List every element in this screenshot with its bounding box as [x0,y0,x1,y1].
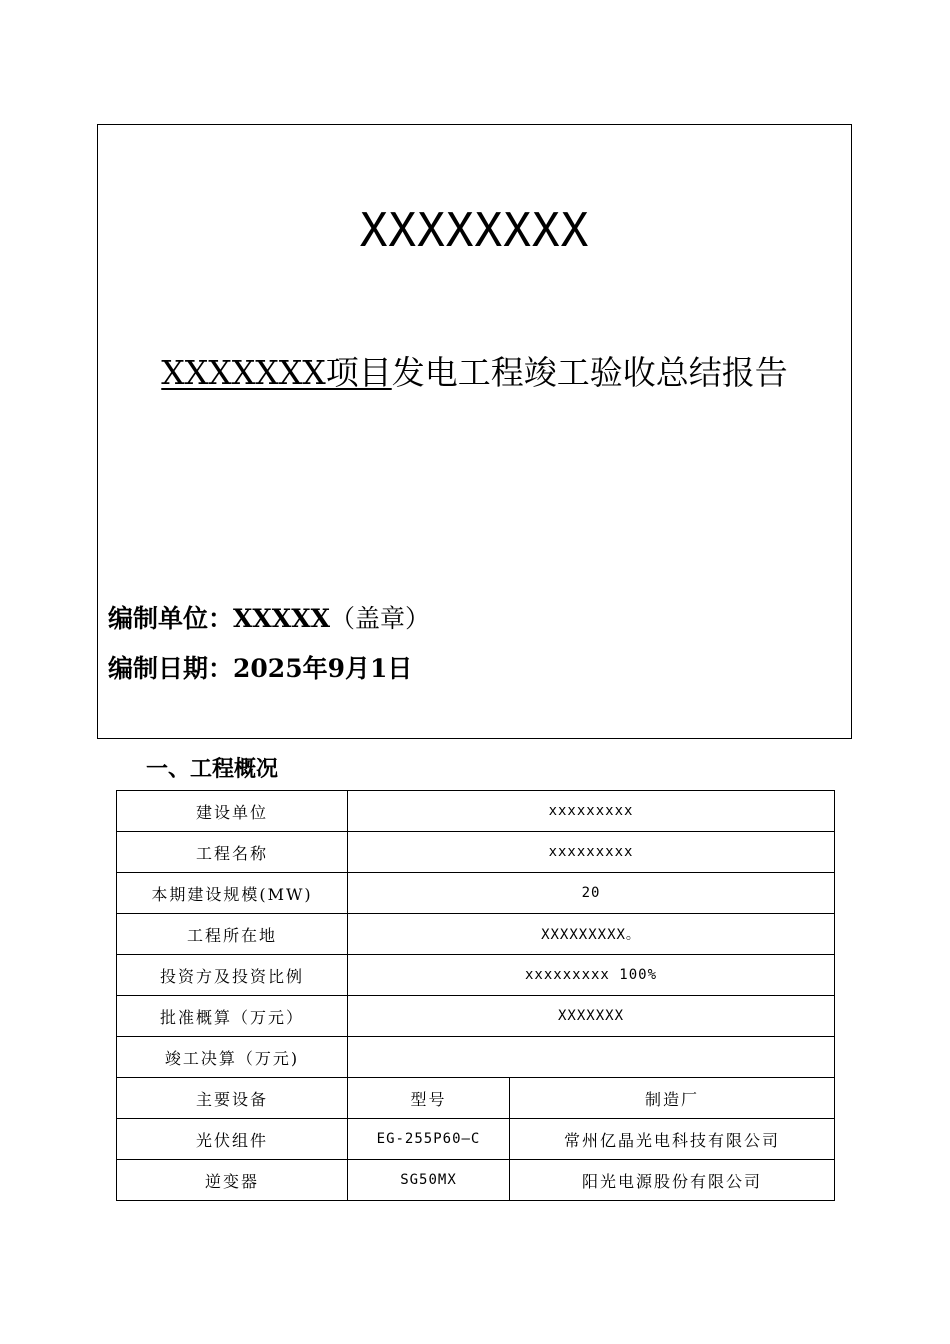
table-row [117,955,835,996]
equipment-model: SG50MX [348,1160,510,1201]
table-row [117,791,835,832]
table-row [117,832,835,873]
compiling-date-line [108,649,412,685]
compiling-unit-line [108,599,430,635]
seal-note: （盖章） [330,604,431,633]
row-value [348,1037,835,1078]
row-value: 20 [348,873,835,914]
equipment-name-header: 主要设备 [117,1078,348,1119]
row-value: XXXXXXXXX。 [348,914,835,955]
report-title-text: 发电工程竣工验收总结报告 [391,353,788,392]
equipment-maker: 常州亿晶光电科技有限公司 [510,1119,835,1160]
report-title [98,347,851,394]
table-row [117,873,835,914]
compiling-unit-value: XXXXX [233,604,331,633]
row-value: XXXXXXX [348,996,835,1037]
equipment-name: 光伏组件 [117,1119,348,1160]
row-label: 投资方及投资比例 [117,955,348,996]
table-row [117,996,835,1037]
equipment-name: 逆变器 [117,1160,348,1201]
equipment-row [117,1119,835,1160]
cover-frame [97,124,852,739]
project-overview-table [116,790,835,1201]
table-row [117,914,835,955]
row-label: 工程所在地 [117,914,348,955]
equipment-header-row [117,1078,835,1119]
cover-main-title: XXXXXXXX [359,203,590,257]
equipment-row [117,1160,835,1201]
compiling-date-label: 编制日期： [108,654,234,683]
row-value: xxxxxxxxx [348,791,835,832]
row-label: 批准概算（万元） [117,996,348,1037]
row-label: 工程名称 [117,832,348,873]
row-label: 建设单位 [117,791,348,832]
project-name: XXXXXXX项目 [161,353,392,392]
equipment-model: EG-255P60—C [348,1119,510,1160]
row-label: 本期建设规模(MW) [117,873,348,914]
row-value: xxxxxxxxx [348,832,835,873]
section-heading: 一、工程概况 [146,756,279,782]
table-row [117,1037,835,1078]
equipment-model-header: 型号 [348,1078,510,1119]
equipment-maker-header: 制造厂 [510,1078,835,1119]
row-value: xxxxxxxxx 100% [348,955,835,996]
compiling-date-value: 2025年9月1日 [233,654,413,683]
compiling-unit-label: 编制单位： [108,604,234,633]
row-label: 竣工决算（万元) [117,1037,348,1078]
equipment-maker: 阳光电源股份有限公司 [510,1160,835,1201]
